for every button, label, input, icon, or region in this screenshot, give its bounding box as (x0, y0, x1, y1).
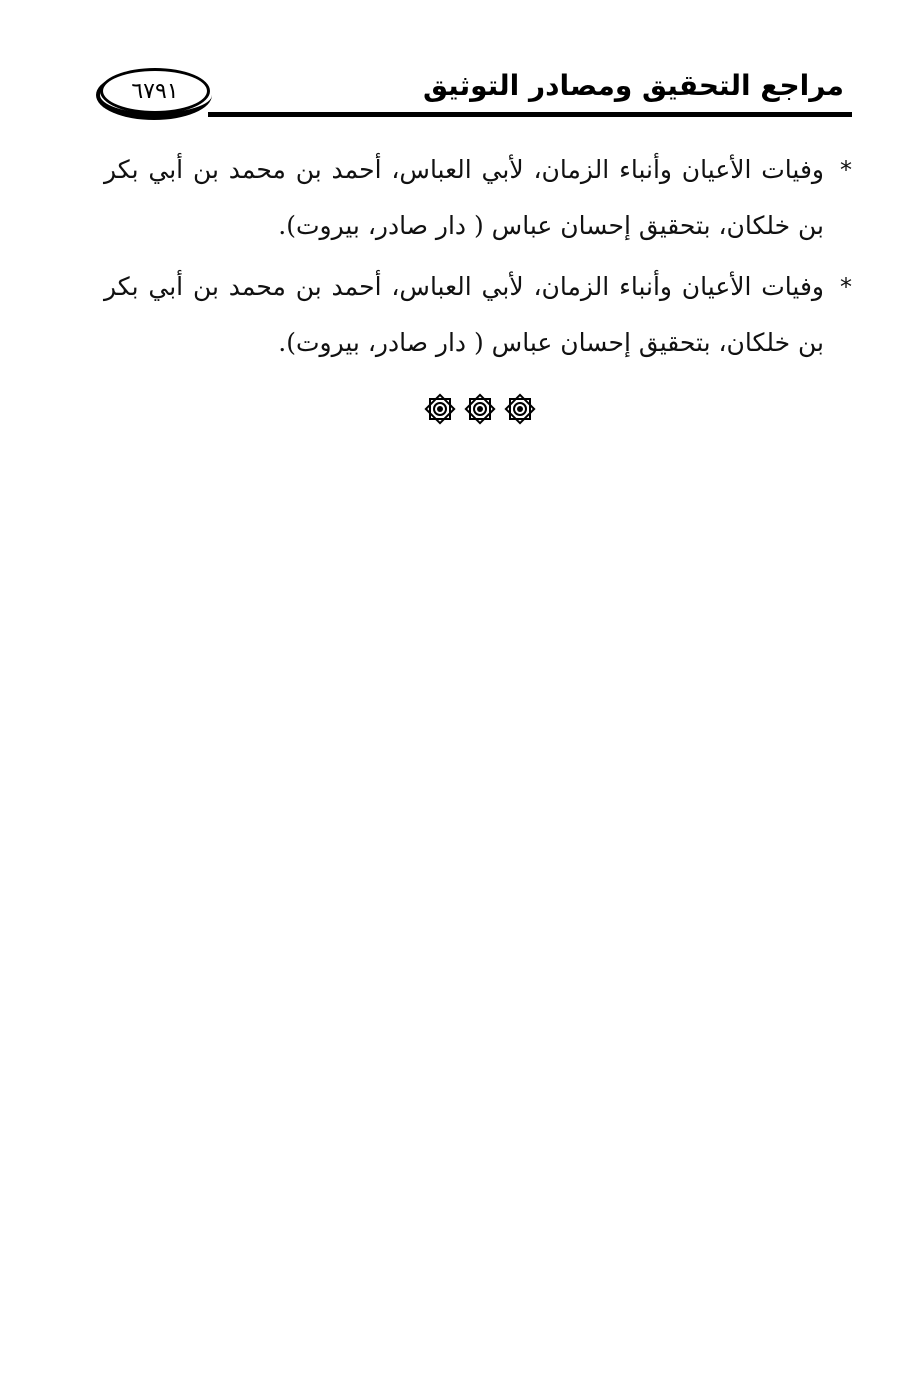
references-list (104, 142, 852, 376)
reference-text: وفيات الأعيان وأنباء الزمان، لأبي العباس، أحمد بن محمد بن أبي بكر بن خلكان، بتحقيق إحسان عباس ( دار صادر، بيروت). (104, 155, 824, 240)
asterisk-bullet: * (840, 156, 852, 184)
asterisk-bullet: * (840, 273, 852, 301)
section-end-ornaments (420, 392, 540, 432)
running-title: مراجع التحقيق ومصادر التوثيق (422, 69, 844, 102)
reference-entry (104, 259, 852, 370)
page-header (96, 56, 852, 122)
reference-text: وفيات الأعيان وأنباء الزمان، لأبي العباس، أحمد بن محمد بن أبي بكر بن خلكان، بتحقيق إحسان عباس ( دار صادر، بيروت). (104, 272, 824, 357)
page-number-badge (100, 68, 210, 114)
octagram-star-icon (463, 392, 497, 426)
header-rule (208, 112, 852, 117)
octagram-star-icon (503, 392, 537, 426)
reference-entry (104, 142, 852, 253)
octagram-star-icon (423, 392, 457, 426)
page-number: ٦٧٩١ (131, 78, 179, 104)
